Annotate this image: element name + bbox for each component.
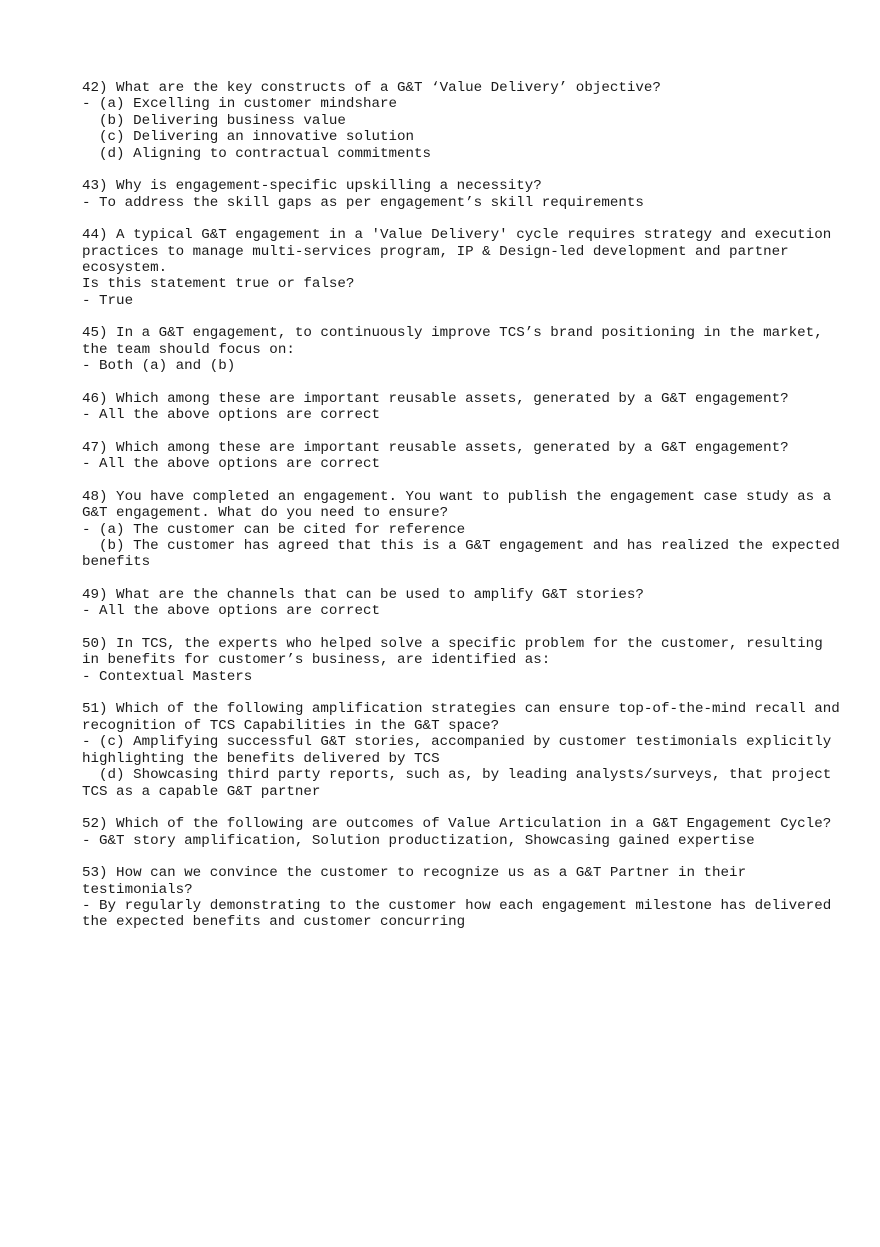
question: 43) Why is engagement-specific upskilling a necessity? (82, 178, 542, 195)
qa-item-45 (82, 325, 842, 374)
question: 44) A typical G&T engagement in a 'Value Delivery' cycle requires strategy and execution practices to manage multi-services program, IP & Design-led development and partner ecosystem. Is this statement true or false? (82, 227, 832, 293)
question: 46) Which among these are important reusable assets, generated by a G&T engagement? (82, 390, 789, 407)
answer: (d) Aligning to contractual commitments (82, 145, 432, 162)
qa-item-47 (82, 440, 842, 473)
qa-item-51 (82, 701, 849, 800)
question: 47) Which among these are important reusable assets, generated by a G&T engagement? (82, 439, 789, 456)
answer: - G&T story amplification, Solution productization, Showcasing gained expertise (82, 832, 755, 849)
answer: (d) Showcasing third party reports, such as, by leading analysts/surveys, that project TCS as a capable G&T partner (82, 767, 840, 800)
qa-item-48 (82, 488, 849, 571)
question: 50) In TCS, the experts who helped solve a specific problem for the customer, resulting in benefits for customer’s business, are identified as: (82, 636, 832, 669)
question: 49) What are the channels that can be used to amplify G&T stories? (82, 587, 644, 604)
answer: (b) The customer has agreed that this is a G&T engagement and has realized the expected benefits (82, 538, 849, 571)
question: 45) In a G&T engagement, to continuously improve TCS’s brand positioning in the market, the team should focus on: (82, 325, 832, 358)
answer: - True (82, 292, 134, 309)
answer: - Contextual Masters (82, 668, 253, 685)
answer: - By regularly demonstrating to the customer how each engagement milestone has delivered the expected benefits and customer concurring (82, 897, 840, 931)
answer: (b) Delivering business value (82, 112, 346, 129)
qa-item-44 (82, 227, 842, 309)
answer: - (c) Amplifying successful G&T stories, accompanied by customer testimonials explicitly highlighting the benefits delivered by TCS (82, 734, 840, 767)
answer: - All the above options are correct (82, 603, 380, 620)
qa-item-43 (82, 178, 842, 211)
qa-item-46 (82, 391, 842, 424)
question: 48) You have completed an engagement. You want to publish the engagement case study as a G&T engagement. What do you need to ensure? (82, 488, 840, 522)
qa-item-50 (82, 636, 842, 685)
question: 52) Which of the following are outcomes of Value Articulation in a G&T Engagement Cycle? (82, 816, 832, 833)
answer: - (a) The customer can be cited for reference (82, 521, 466, 538)
answer: - (a) Excelling in customer mindshare (82, 96, 398, 113)
question: 42) What are the key constructs of a G&T ‘Value Delivery’ objective? (82, 80, 661, 96)
answer: - To address the skill gaps as per engagement’s skill requirements (82, 194, 644, 211)
question: 53) How can we convince the customer to recognize us as a G&T Partner in their testimonials? (82, 865, 755, 898)
answer: - All the above options are correct (82, 456, 380, 473)
qa-item-49 (82, 587, 842, 620)
qa-item-52 (82, 816, 842, 849)
answer: - Both (a) and (b) (82, 358, 236, 375)
qa-item-53 (82, 865, 842, 931)
answer: (c) Delivering an innovative solution (82, 129, 415, 146)
question: 51) Which of the following amplification strategies can ensure top-of-the-mind recall and recognition of TCS Capabilities in the G&T space? (82, 701, 849, 734)
qa-item-42 (82, 80, 842, 162)
document-page (82, 80, 849, 947)
answer: - All the above options are correct (82, 407, 380, 424)
